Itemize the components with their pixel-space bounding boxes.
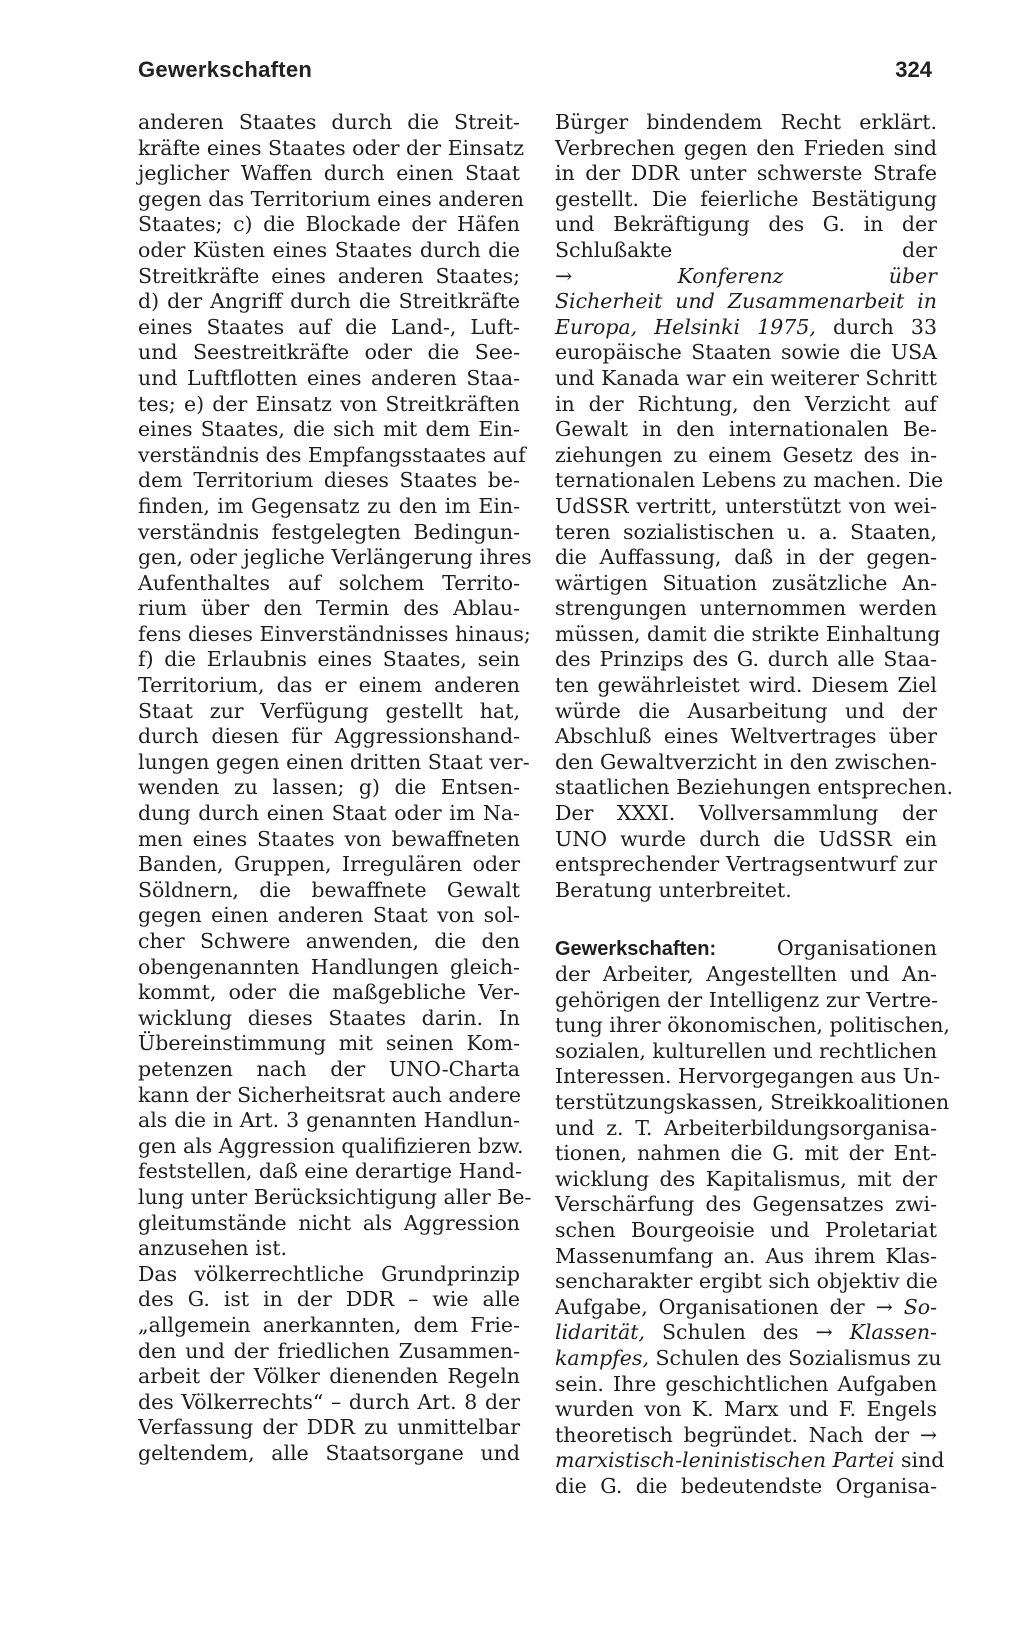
- text-line: dem Territorium dieses Staates be-: [138, 468, 520, 493]
- text-line: geltendem, alle Staatsorgane und: [138, 1440, 520, 1465]
- text-line: petenzen nach der UNO-Charta: [138, 1056, 520, 1081]
- text-line: gegen das Territorium eines anderen: [138, 186, 524, 211]
- cross-reference: Klassen-: [849, 1320, 937, 1345]
- text-line: des Völkerrechts“ – durch Art. 8 der: [138, 1389, 520, 1414]
- cross-reference: kampfes,: [555, 1345, 649, 1370]
- text-line: sozialen, kulturellen und rechtlichen: [555, 1038, 937, 1063]
- page-number: 324: [895, 57, 932, 82]
- text-segment: theoretisch begründet. Nach der: [555, 1422, 910, 1447]
- text-line: terstützungskassen, Streikkoalitionen: [555, 1089, 950, 1114]
- text-line: würde die Ausarbeitung und der: [555, 698, 937, 723]
- text-line: Beratung unterbreitet.: [555, 877, 792, 902]
- text-line: „allgemein anerkannten, dem Frie-: [138, 1312, 520, 1337]
- text-line: schen Bourgeoisie und Proletariat: [555, 1217, 937, 1242]
- text-line: rium über den Termin des Ablau-: [138, 596, 520, 621]
- cross-reference: Europa, Helsinki 1975,: [555, 314, 816, 339]
- text-segment: Schulen des Sozialismus zu: [655, 1345, 942, 1370]
- right-column-paragraph-continued: [555, 340, 954, 903]
- text-line: wärtigen Situation zusätzliche An-: [555, 570, 937, 595]
- text-line: [555, 1345, 942, 1372]
- cross-reference: marxistisch-leninistischen Partei: [555, 1448, 895, 1473]
- text-line: verständnis festgelegten Bedingun-: [138, 519, 520, 544]
- right-column-paragraph-end: [555, 110, 937, 264]
- text-line: tionen, nahmen die G. mit der Ent-: [555, 1141, 937, 1166]
- running-head: Gewerkschaften: [138, 57, 313, 82]
- text-segment: Organisationen: [776, 936, 937, 961]
- text-line: die Auffassung, daß in der gegen-: [555, 545, 937, 570]
- entry-body-continued: [555, 1372, 937, 1423]
- text-line: [555, 289, 937, 315]
- text-line: Verbrechen gegen den Frieden sind: [555, 135, 937, 160]
- cross-reference: lidarität,: [555, 1320, 646, 1345]
- text-line: Banden, Gruppen, Irregulären oder: [138, 852, 520, 877]
- text-line: des G. ist in der DDR – wie alle: [138, 1287, 520, 1312]
- text-line: gen, oder jegliche Verlängerung ihres: [138, 545, 532, 570]
- text-line: ten gewährleistet wird. Diesem Ziel: [555, 673, 937, 698]
- text-line: sein. Ihre geschichtlichen Aufgaben: [555, 1371, 937, 1396]
- text-line: und Seestreitkräfte oder die See-: [138, 340, 520, 365]
- text-line: [555, 936, 937, 962]
- text-line: jeglicher Waffen durch einen Staat: [138, 161, 520, 186]
- text-line: Territorium, das er einem anderen: [138, 673, 520, 698]
- text-line: Söldnern, die bewaffnete Gewalt: [138, 877, 520, 902]
- text-line: Verschärfung des Gegensatzes zwi-: [555, 1192, 937, 1217]
- text-line: feststellen, daß eine derartige Hand-: [138, 1159, 522, 1184]
- text-line: des Prinzips des G. durch alle Staa-: [555, 647, 937, 672]
- text-line: sencharakter ergibt sich objektiv die: [555, 1269, 938, 1294]
- text-line: der Arbeiter, Angestellten und An-: [555, 962, 937, 986]
- text-line: kräfte eines Staates oder der Einsatz: [138, 135, 525, 160]
- text-line: wicklung des Kapitalismus, mit der: [555, 1166, 937, 1191]
- entry-headword: Gewerkschaften:: [555, 938, 717, 961]
- text-line: Gewalt in den internationalen Be-: [555, 417, 937, 442]
- text-line: [555, 1295, 937, 1321]
- text-line: müssen, damit die strikte Einhaltung: [555, 621, 941, 646]
- text-line: staatlichen Beziehungen entsprechen.: [555, 775, 954, 800]
- text-line: Staat zur Verfügung gestellt hat,: [138, 698, 520, 723]
- text-line: teren sozialistischen u. a. Staaten,: [555, 519, 937, 544]
- text-line: ziehungen zu einem Gesetz des in-: [555, 442, 937, 467]
- text-line: dung durch einen Staat oder im Na-: [138, 801, 520, 826]
- text-line: strengungen unternommen werden: [555, 596, 937, 621]
- text-line: in der Richtung, den Verzicht auf: [555, 391, 937, 416]
- text-segment: Schulen des: [661, 1320, 799, 1345]
- text-line: wenden zu lassen; g) die Entsen-: [138, 775, 520, 800]
- text-line: [555, 1448, 945, 1474]
- text-line: eines Staates, die sich mit dem Ein-: [138, 417, 520, 442]
- text-line: cher Schwere anwenden, die den: [138, 929, 520, 953]
- text-line: tes; e) der Einsatz von Streitkräften: [138, 391, 520, 416]
- text-line: f) die Erlaubnis eines Staates, sein: [138, 647, 520, 672]
- text-line: den und der friedlichen Zusammen-: [138, 1338, 520, 1363]
- text-segment: durch 33: [833, 314, 937, 339]
- text-line: Bürger bindendem Recht erklärt.: [555, 110, 937, 134]
- text-line: [555, 315, 937, 341]
- text-line: Verfassung der DDR zu unmittelbar: [138, 1415, 520, 1440]
- text-line: anzusehen ist.: [138, 1236, 287, 1261]
- text-line: eines Staates auf die Land-, Luft-: [138, 314, 520, 339]
- text-line: wicklung dieses Staates darin. In: [138, 1005, 520, 1030]
- text-line: als die in Art. 3 genannten Handlun-: [138, 1108, 520, 1133]
- text-line: gegen einen anderen Staat von sol-: [138, 903, 520, 928]
- text-line: d) der Angriff durch die Streitkräfte: [138, 289, 520, 314]
- text-line: europäische Staaten sowie die USA: [555, 340, 937, 365]
- text-line: wurden von K. Marx und F. Engels: [555, 1397, 937, 1422]
- right-column: [555, 110, 954, 1499]
- text-line: UdSSR vertritt, unterstützt von wei-: [555, 493, 937, 518]
- text-line: gehörigen der Intelligenz zur Vertre-: [555, 987, 939, 1012]
- text-line: arbeit der Völker dienenden Regeln: [138, 1364, 520, 1389]
- text-line: gen als Aggression qualifizieren bzw.: [138, 1133, 524, 1158]
- text-line: fens dieses Einverständnisses hinaus;: [138, 621, 531, 646]
- left-column: [138, 110, 532, 1466]
- text-line: Streitkräfte eines anderen Staates;: [138, 263, 520, 288]
- text-line: und Kanada war ein weiterer Schritt: [555, 365, 937, 390]
- text-line: tung ihrer ökonomischen, politischen,: [555, 1013, 950, 1038]
- cross-reference: So-: [903, 1294, 937, 1319]
- cross-reference-arrow-icon: →: [919, 1422, 937, 1447]
- cross-reference-arrow-icon: →: [555, 263, 573, 288]
- text-line: und Bekräftigung des G. in der: [555, 212, 937, 237]
- text-line: entsprechender Vertragsentwurf zur: [555, 852, 937, 877]
- text-line: oder Küsten eines Staates durch die: [138, 237, 520, 262]
- cross-reference: Konferenz über: [677, 263, 937, 288]
- text-line: UNO wurde durch die UdSSR ein: [555, 826, 937, 851]
- text-line: lung unter Berücksichtigung aller Be-: [138, 1184, 532, 1209]
- text-line: den Gewaltverzicht in den zwischen-: [555, 749, 937, 774]
- text-segment: Aufgabe, Organisationen der: [555, 1294, 865, 1319]
- entry-gewerkschaften: [555, 936, 950, 1499]
- text-line: finden, im Gegensatz zu den im Ein-: [138, 493, 520, 518]
- text-line: [555, 264, 937, 290]
- text-line: obengenannten Handlungen gleich-: [138, 954, 520, 979]
- text-line: und z. T. Arbeiterbildungsorganisa-: [555, 1115, 937, 1140]
- text-line: Schlußakte der: [555, 237, 937, 262]
- entry-body: [555, 962, 950, 1295]
- text-line: [555, 1320, 937, 1346]
- text-line: und Luftflotten eines anderen Staa-: [138, 365, 520, 390]
- text-line: men eines Staates von bewaffneten: [138, 826, 520, 851]
- text-line: Massenumfang an. Aus ihrem Klas-: [555, 1243, 937, 1268]
- text-line: Aufenthaltes auf solchem Territo-: [138, 570, 520, 595]
- text-line: Interessen. Hervorgegangen aus Un-: [555, 1064, 941, 1089]
- text-line: Abschluß eines Weltvertrages über: [555, 724, 937, 749]
- text-line: in der DDR unter schwerste Strafe: [555, 161, 937, 186]
- text-line: gestellt. Die feierliche Bestätigung: [555, 186, 937, 211]
- text-line: die G. die bedeutendste Organisa-: [555, 1473, 937, 1498]
- text-line: [555, 1423, 937, 1449]
- cross-reference-arrow-icon: →: [815, 1320, 833, 1345]
- text-line: lungen gegen einen dritten Staat ver-: [138, 749, 530, 774]
- text-line: gleitumstände nicht als Aggression: [138, 1210, 520, 1235]
- text-line: kann der Sicherheitsrat auch andere: [138, 1082, 522, 1107]
- text-line: verständnis des Empfangsstaates auf: [138, 442, 526, 467]
- text-line: kommt, oder die maßgebliche Ver-: [138, 980, 520, 1005]
- cross-reference: Sicherheit und Zusammenarbeit in: [555, 289, 937, 314]
- text-line: Übereinstimmung mit seinen Kom-: [138, 1031, 520, 1056]
- entry-spacer: [555, 903, 937, 936]
- text-line: Der XXXI. Vollversammlung der: [555, 801, 937, 826]
- text-line: durch diesen für Aggressionshand-: [138, 724, 520, 749]
- text-line: ternationalen Lebens zu machen. Die: [555, 468, 944, 493]
- text-segment: sind: [900, 1448, 945, 1473]
- text-line: Das völkerrechtliche Grundprinzip: [138, 1261, 520, 1286]
- text-line: anderen Staates durch die Streit-: [138, 110, 520, 134]
- cross-reference-arrow-icon: →: [875, 1294, 893, 1319]
- text-line: Staates; c) die Blockade der Häfen: [138, 212, 520, 237]
